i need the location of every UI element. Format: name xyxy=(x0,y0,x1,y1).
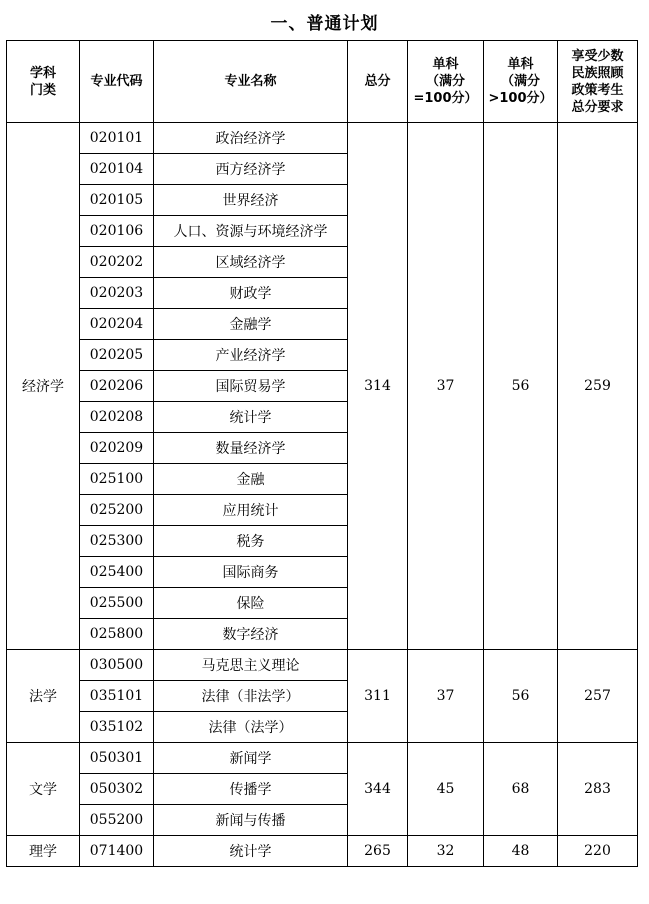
major-name-cell: 金融 xyxy=(154,464,348,495)
total-score-cell: 344 xyxy=(348,743,408,836)
major-name-cell: 新闻与传播 xyxy=(154,805,348,836)
major-code-cell: 025400 xyxy=(80,557,154,588)
major-code-cell: 050302 xyxy=(80,774,154,805)
major-name-cell: 马克思主义理论 xyxy=(154,650,348,681)
major-code-cell: 035102 xyxy=(80,712,154,743)
header-line: 享受少数 xyxy=(571,48,624,64)
major-code-cell: 035101 xyxy=(80,681,154,712)
minority-score-cell: 259 xyxy=(558,123,638,650)
single-over-100-cell: 68 xyxy=(484,743,558,836)
major-code-cell: 055200 xyxy=(80,805,154,836)
major-code-cell: 020106 xyxy=(80,216,154,247)
minority-score-cell: 283 xyxy=(558,743,638,836)
major-code-cell: 020204 xyxy=(80,309,154,340)
header-line: >100分） xyxy=(488,91,553,106)
header-code: 专业代码 xyxy=(80,41,154,123)
major-name-cell: 新闻学 xyxy=(154,743,348,774)
major-code-cell: 020202 xyxy=(80,247,154,278)
major-name-cell: 西方经济学 xyxy=(154,154,348,185)
major-code-cell: 020208 xyxy=(80,402,154,433)
header-line: 单科 xyxy=(432,57,459,72)
total-score-cell: 314 xyxy=(348,123,408,650)
single-100-cell: 45 xyxy=(408,743,484,836)
page-title: 一、普通计划 xyxy=(270,14,379,34)
header-line: 政策考生 xyxy=(571,82,624,98)
header-line: 总分要求 xyxy=(571,99,624,115)
major-name-cell: 法律（法学） xyxy=(154,712,348,743)
major-code-cell: 020203 xyxy=(80,278,154,309)
header-line: =100分） xyxy=(413,91,478,106)
minority-score-cell: 257 xyxy=(558,650,638,743)
table-row xyxy=(7,123,638,154)
header-minority xyxy=(558,41,638,123)
major-code-cell: 020104 xyxy=(80,154,154,185)
header-name: 专业名称 xyxy=(154,41,348,123)
major-code-cell: 020205 xyxy=(80,340,154,371)
minority-score-cell: 220 xyxy=(558,836,638,867)
major-name-cell: 统计学 xyxy=(154,836,348,867)
major-name-cell: 应用统计 xyxy=(154,495,348,526)
total-score-cell: 311 xyxy=(348,650,408,743)
header-single-over-100 xyxy=(484,41,558,123)
major-name-cell: 国际贸易学 xyxy=(154,371,348,402)
major-code-cell: 025200 xyxy=(80,495,154,526)
major-name-cell: 区域经济学 xyxy=(154,247,348,278)
major-code-cell: 025500 xyxy=(80,588,154,619)
category-cell: 经济学 xyxy=(7,123,80,650)
header-row xyxy=(7,41,638,123)
major-name-cell: 政治经济学 xyxy=(154,123,348,154)
category-cell: 法学 xyxy=(7,650,80,743)
single-over-100-cell: 56 xyxy=(484,650,558,743)
major-code-cell: 020105 xyxy=(80,185,154,216)
category-cell: 理学 xyxy=(7,836,80,867)
table-row xyxy=(7,836,638,867)
header-category xyxy=(7,41,80,123)
major-code-cell: 030500 xyxy=(80,650,154,681)
major-code-cell: 025100 xyxy=(80,464,154,495)
major-code-cell: 025800 xyxy=(80,619,154,650)
table-row xyxy=(7,743,638,774)
major-name-cell: 税务 xyxy=(154,526,348,557)
single-over-100-cell: 56 xyxy=(484,123,558,650)
single-100-cell: 37 xyxy=(408,650,484,743)
score-table xyxy=(6,40,638,867)
major-name-cell: 金融学 xyxy=(154,309,348,340)
major-code-cell: 050301 xyxy=(80,743,154,774)
single-100-cell: 37 xyxy=(408,123,484,650)
major-code-cell: 020209 xyxy=(80,433,154,464)
major-code-cell: 020206 xyxy=(80,371,154,402)
header-line: （满分 xyxy=(500,74,540,89)
major-name-cell: 统计学 xyxy=(154,402,348,433)
total-score-cell: 265 xyxy=(348,836,408,867)
major-name-cell: 数字经济 xyxy=(154,619,348,650)
single-over-100-cell: 48 xyxy=(484,836,558,867)
major-code-cell: 020101 xyxy=(80,123,154,154)
major-name-cell: 法律（非法学） xyxy=(154,681,348,712)
table-body xyxy=(7,123,638,867)
major-name-cell: 人口、资源与环境经济学 xyxy=(154,216,348,247)
header-line: 门类 xyxy=(29,82,56,98)
header-line: 单科 xyxy=(507,57,534,72)
single-100-cell: 32 xyxy=(408,836,484,867)
header-line: 民族照顾 xyxy=(571,65,624,81)
major-code-cell: 025300 xyxy=(80,526,154,557)
major-name-cell: 保险 xyxy=(154,588,348,619)
header-total: 总分 xyxy=(348,41,408,123)
category-cell: 文学 xyxy=(7,743,80,836)
major-name-cell: 财政学 xyxy=(154,278,348,309)
major-name-cell: 数量经济学 xyxy=(154,433,348,464)
major-name-cell: 国际商务 xyxy=(154,557,348,588)
major-name-cell: 传播学 xyxy=(154,774,348,805)
table-row xyxy=(7,650,638,681)
header-line: （满分 xyxy=(425,74,465,89)
header-single-100 xyxy=(408,41,484,123)
major-name-cell: 世界经济 xyxy=(154,185,348,216)
header-line: 学科 xyxy=(29,65,56,81)
major-name-cell: 产业经济学 xyxy=(154,340,348,371)
major-code-cell: 071400 xyxy=(80,836,154,867)
